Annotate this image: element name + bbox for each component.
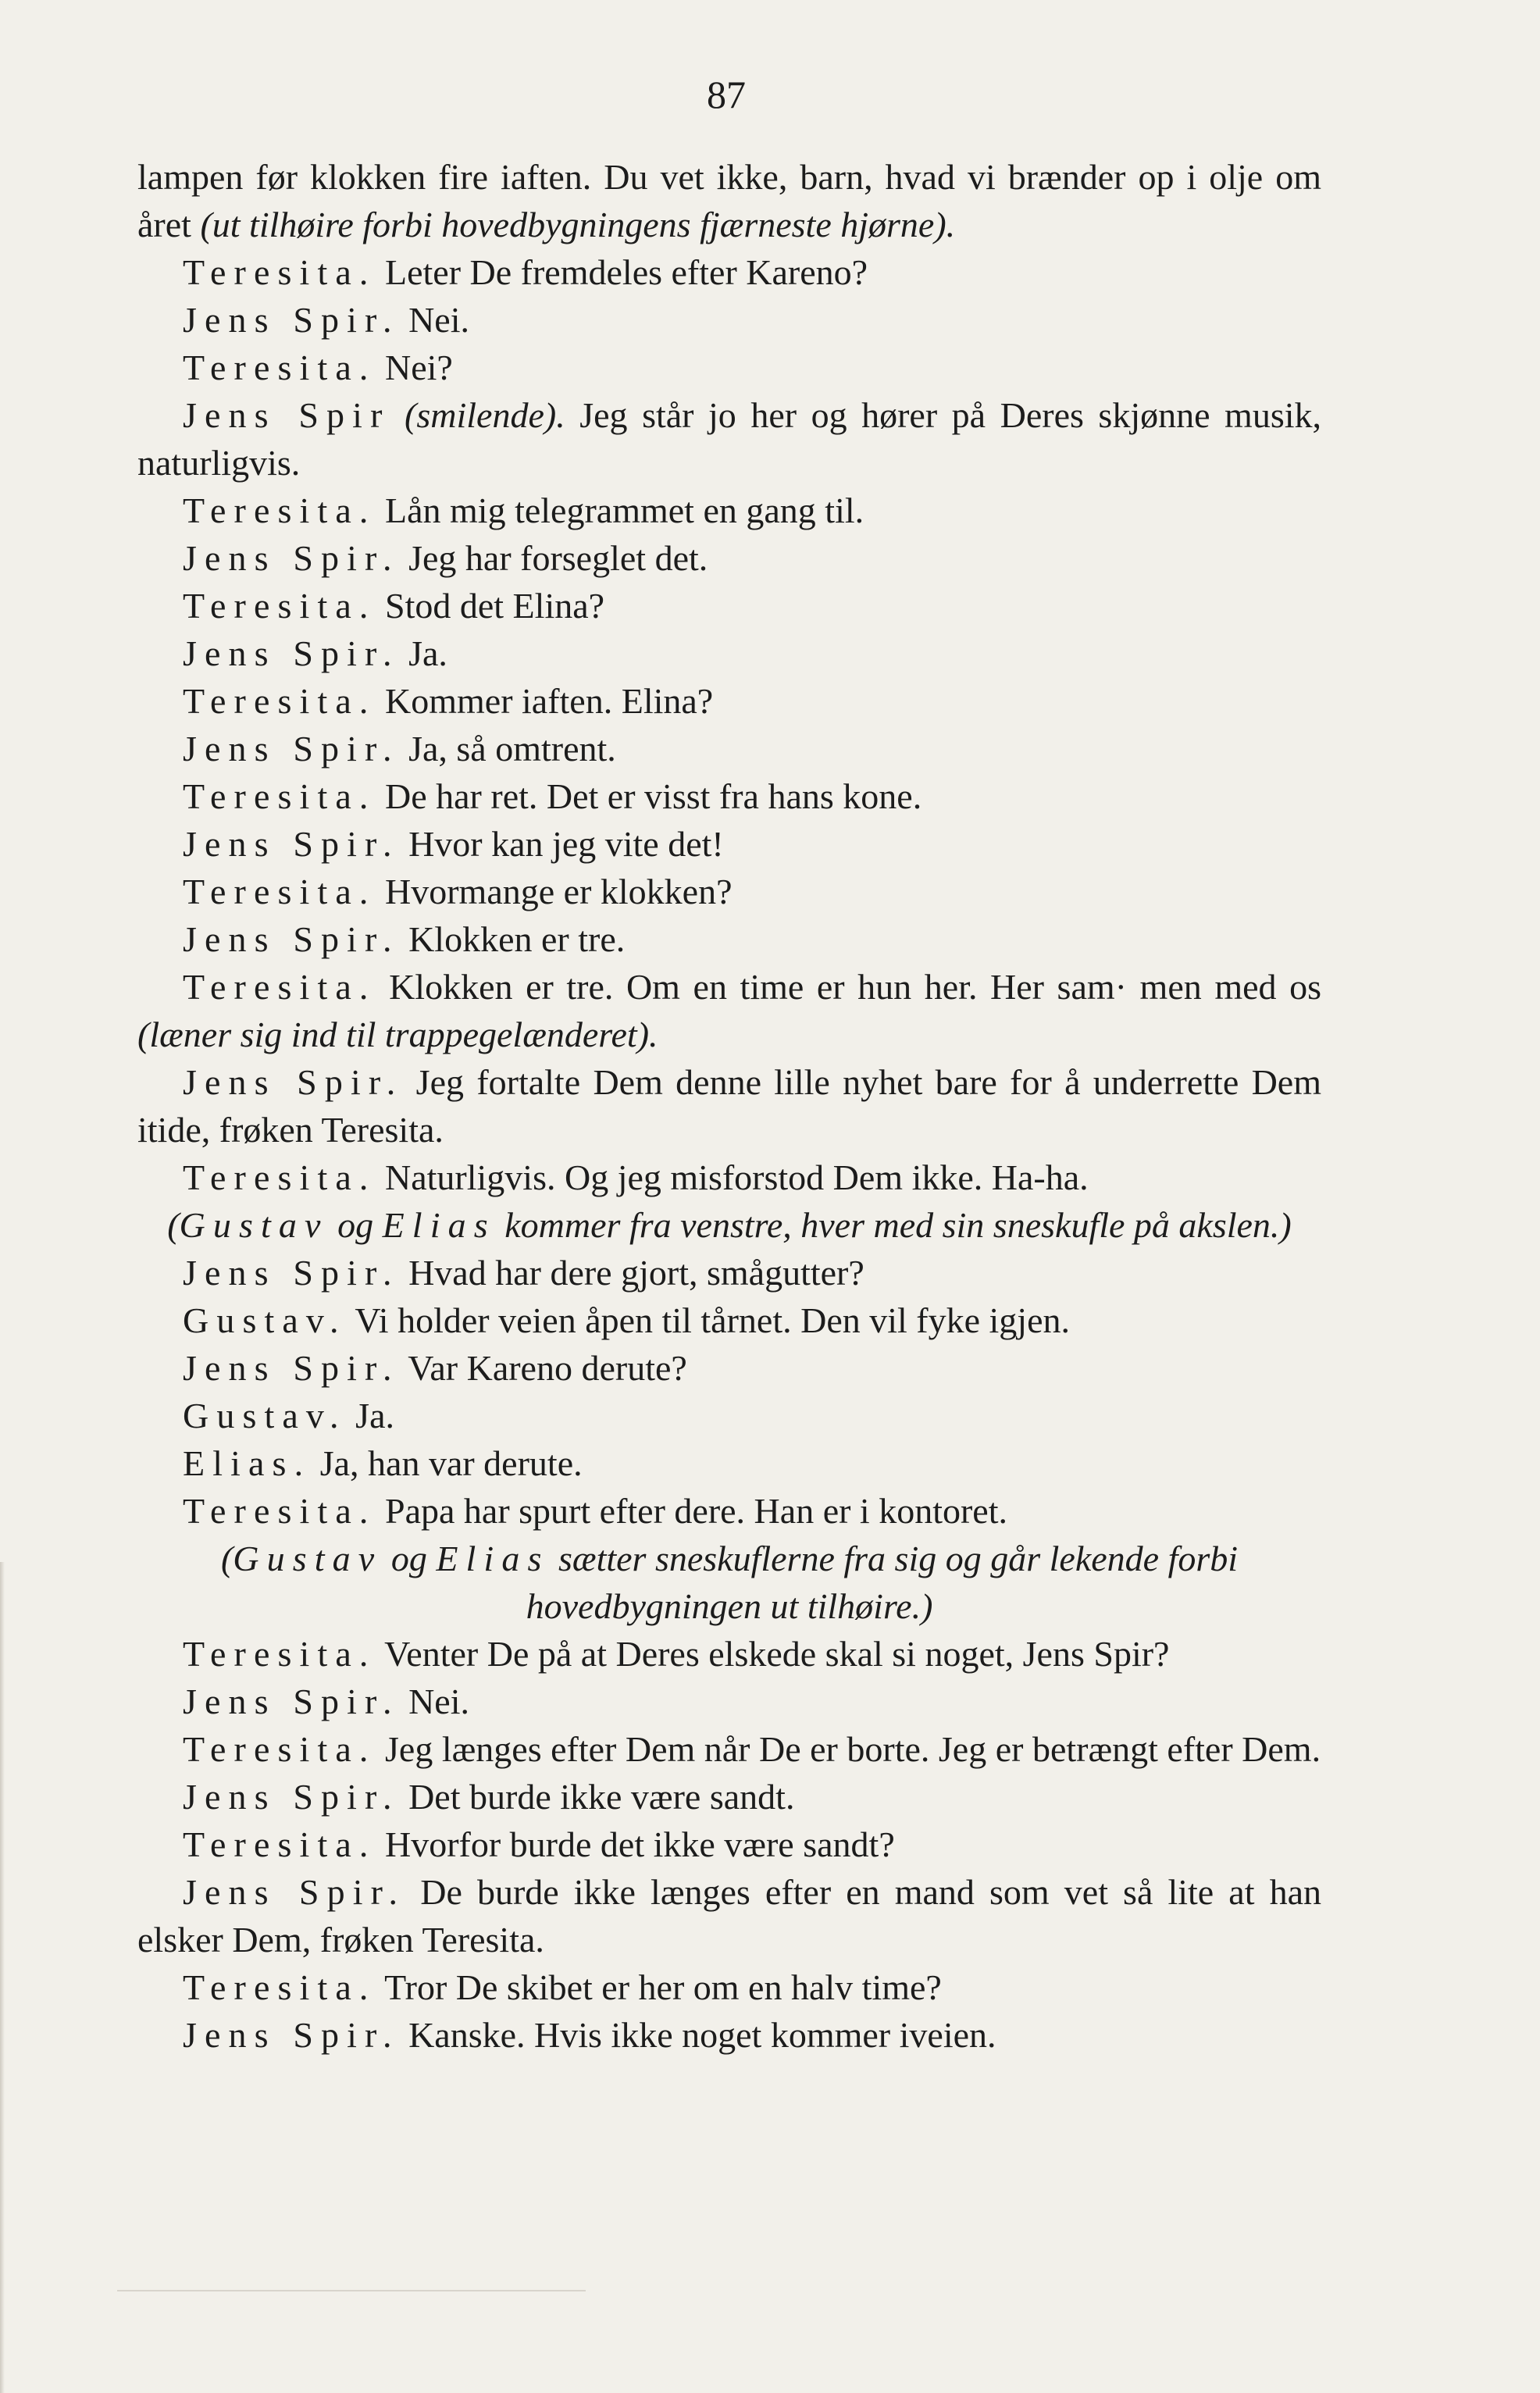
character-name: Elias	[382, 1205, 496, 1245]
speech-text: Jeg står jo her og hører på Deres skjønne musik, naturligvis.	[137, 395, 1322, 483]
speaker-name: Jens Spir.	[183, 300, 400, 340]
speech-text: Ja.	[346, 1396, 394, 1435]
speech-text: Tror De skibet er her om en halv time?	[376, 1967, 942, 2007]
character-name: Elias	[436, 1539, 550, 1578]
speech-line	[137, 487, 1321, 534]
speech-text: Nei.	[399, 300, 469, 340]
stage-text: og	[328, 1205, 383, 1245]
speaker-name: Jens Spir	[183, 395, 390, 435]
speech-line	[137, 1678, 1321, 1725]
speaker-name: Teresita.	[183, 586, 376, 626]
speech-text: Venter De på at Deres elskede skal si noget, Jens Spir?	[376, 1634, 1170, 1674]
stage-text: kommer fra venstre, hver med sin sneskufle på akslen.)	[495, 1205, 1292, 1245]
speech-text: Naturligvis. Og jeg misforstod Dem ikke. Ha-ha.	[376, 1157, 1089, 1197]
character-name: Gustav	[233, 1539, 383, 1578]
speech-line	[137, 391, 1321, 487]
speech-line	[137, 1249, 1321, 1296]
speaker-name: Jens Spir.	[183, 824, 400, 864]
stage-direction-inline: (smilende).	[390, 395, 565, 435]
play-text	[137, 153, 1321, 2059]
speech-line	[137, 772, 1321, 820]
page-edge-shadow	[0, 1562, 5, 2393]
speaker-name: Teresita.	[183, 1634, 376, 1674]
speech-text: De burde ikke længes efter en mand som vet så lite at han elsker Dem, frøken Teresita.	[137, 1872, 1321, 1960]
speech-line	[137, 1963, 1321, 2011]
speech-line	[137, 1344, 1321, 1392]
speech-text: Stod det Elina?	[376, 586, 605, 626]
speech-text: Nei?	[376, 348, 453, 387]
speaker-name: Jens Spir.	[183, 633, 400, 673]
speaker-name: Teresita.	[183, 681, 376, 721]
paper-slip-edge	[117, 2290, 586, 2393]
speech-line	[137, 963, 1321, 1058]
speech-line	[137, 725, 1321, 772]
speech-line	[137, 629, 1321, 677]
speech-line	[137, 1392, 1321, 1439]
speech-line	[137, 1439, 1321, 1487]
speech-text: De har ret. Det er visst fra hans kone.	[376, 776, 922, 816]
speech-text: Hvormange er klokken?	[376, 872, 733, 911]
speaker-name: Gustav.	[183, 1396, 347, 1435]
speech-line	[137, 582, 1321, 629]
speech-line	[137, 1773, 1321, 1821]
stage-text: og	[382, 1539, 437, 1578]
character-name: Gustav	[179, 1205, 329, 1245]
stage-direction-inline: (læner sig ind til trappegelænderet).	[137, 1015, 658, 1054]
speech-line	[137, 1821, 1321, 1868]
stage-direction-inline: (ut tilhøire forbi hovedbygningens fjærneste hjørne).	[200, 205, 956, 244]
speaker-name: Jens Spir.	[183, 729, 400, 769]
speaker-name: Teresita.	[183, 1729, 376, 1769]
speech-text: Klokken er tre. Om en time er hun her. Her sam· men med os	[376, 967, 1321, 1007]
speech-text: Kommer iaften. Elina?	[376, 681, 714, 721]
speech-line	[137, 344, 1321, 391]
speaker-name: Jens Spir.	[183, 1348, 400, 1388]
speaker-name: Jens Spir.	[183, 538, 400, 578]
speech-text: Ja, han var derute.	[311, 1443, 583, 1483]
speech-text: Papa har spurt efter dere. Han er i kontoret.	[376, 1491, 1008, 1531]
speech-text: Nei.	[399, 1682, 469, 1721]
speech-text: Hvad har dere gjort, smågutter?	[399, 1253, 864, 1293]
speech-line	[137, 1868, 1321, 1963]
speech-line	[137, 534, 1321, 582]
speaker-name: Jens Spir.	[183, 1777, 400, 1817]
speech-line	[137, 915, 1321, 963]
speaker-name: Jens Spir.	[183, 1062, 404, 1102]
speech-text: Var Kareno derute?	[399, 1348, 687, 1388]
speaker-name: Teresita.	[183, 1491, 376, 1531]
page-number: 87	[707, 73, 746, 116]
speaker-name: Teresita.	[183, 252, 376, 292]
speaker-name: Teresita.	[183, 967, 376, 1007]
speaker-name: Teresita.	[183, 490, 376, 530]
speech-line	[137, 1630, 1321, 1678]
continued-speech	[137, 153, 1321, 248]
speaker-name: Jens Spir.	[183, 1253, 400, 1293]
stage-direction	[137, 1201, 1321, 1249]
speaker-name: Jens Spir.	[183, 1682, 400, 1721]
speech-text: Hvor kan jeg vite det!	[399, 824, 724, 864]
speaker-name: Jens Spir.	[183, 2015, 400, 2055]
stage-open: (	[167, 1205, 180, 1245]
speech-text: Leter De fremdeles efter Kareno?	[376, 252, 868, 292]
speaker-name: Teresita.	[183, 776, 376, 816]
speech-line	[137, 1154, 1321, 1201]
speech-line	[137, 868, 1321, 915]
speech-text: Lån mig telegrammet en gang til.	[376, 490, 864, 530]
speaker-name: Gustav.	[183, 1300, 347, 1340]
speaker-name: Elias.	[183, 1443, 312, 1483]
speech-text: Ja.	[399, 633, 447, 673]
speaker-name: Teresita.	[183, 872, 376, 911]
stage-direction	[137, 1535, 1321, 1630]
speech-line	[137, 296, 1321, 344]
speech-line	[137, 1725, 1321, 1773]
speech-text: lampen før klokken fire iaften. Du vet ikke, barn, hvad vi brænder op i olje om året	[137, 157, 1321, 244]
speech-line	[137, 1296, 1321, 1344]
speaker-name: Teresita.	[183, 348, 376, 387]
stage-open: (	[220, 1539, 233, 1578]
speech-line	[137, 2011, 1321, 2059]
speech-line	[137, 1058, 1321, 1154]
speech-text: Vi holder veien åpen til tårnet. Den vil fyke igjen.	[346, 1300, 1071, 1340]
speech-line	[137, 677, 1321, 725]
speech-text: Jeg har forseglet det.	[399, 538, 708, 578]
speech-text: Klokken er tre.	[399, 919, 626, 959]
speech-text: Hvorfor burde det ikke være sandt?	[376, 1824, 895, 1864]
speech-text: Kanske. Hvis ikke noget kommer iveien.	[399, 2015, 996, 2055]
speaker-name: Teresita.	[183, 1967, 376, 2007]
speaker-name: Teresita.	[183, 1824, 376, 1864]
speech-text: Ja, så omtrent.	[399, 729, 616, 769]
speaker-name: Teresita.	[183, 1157, 376, 1197]
speech-line	[137, 1487, 1321, 1535]
speech-line	[137, 820, 1321, 868]
speech-text: Jeg længes efter Dem når De er borte. Jeg er betrængt efter Dem.	[376, 1729, 1321, 1769]
speech-text: Det burde ikke være sandt.	[399, 1777, 795, 1817]
speaker-name: Jens Spir.	[183, 919, 400, 959]
stage-text: sætter sneskuflerne fra sig og går lekende forbi hovedbygningen ut tilhøire.)	[526, 1539, 1239, 1626]
speech-text: Jeg fortalte Dem denne lille nyhet bare for å underrette Dem itide, frøken Teresita.	[137, 1062, 1321, 1150]
speaker-name: Jens Spir.	[183, 1872, 406, 1912]
speech-line	[137, 248, 1321, 296]
